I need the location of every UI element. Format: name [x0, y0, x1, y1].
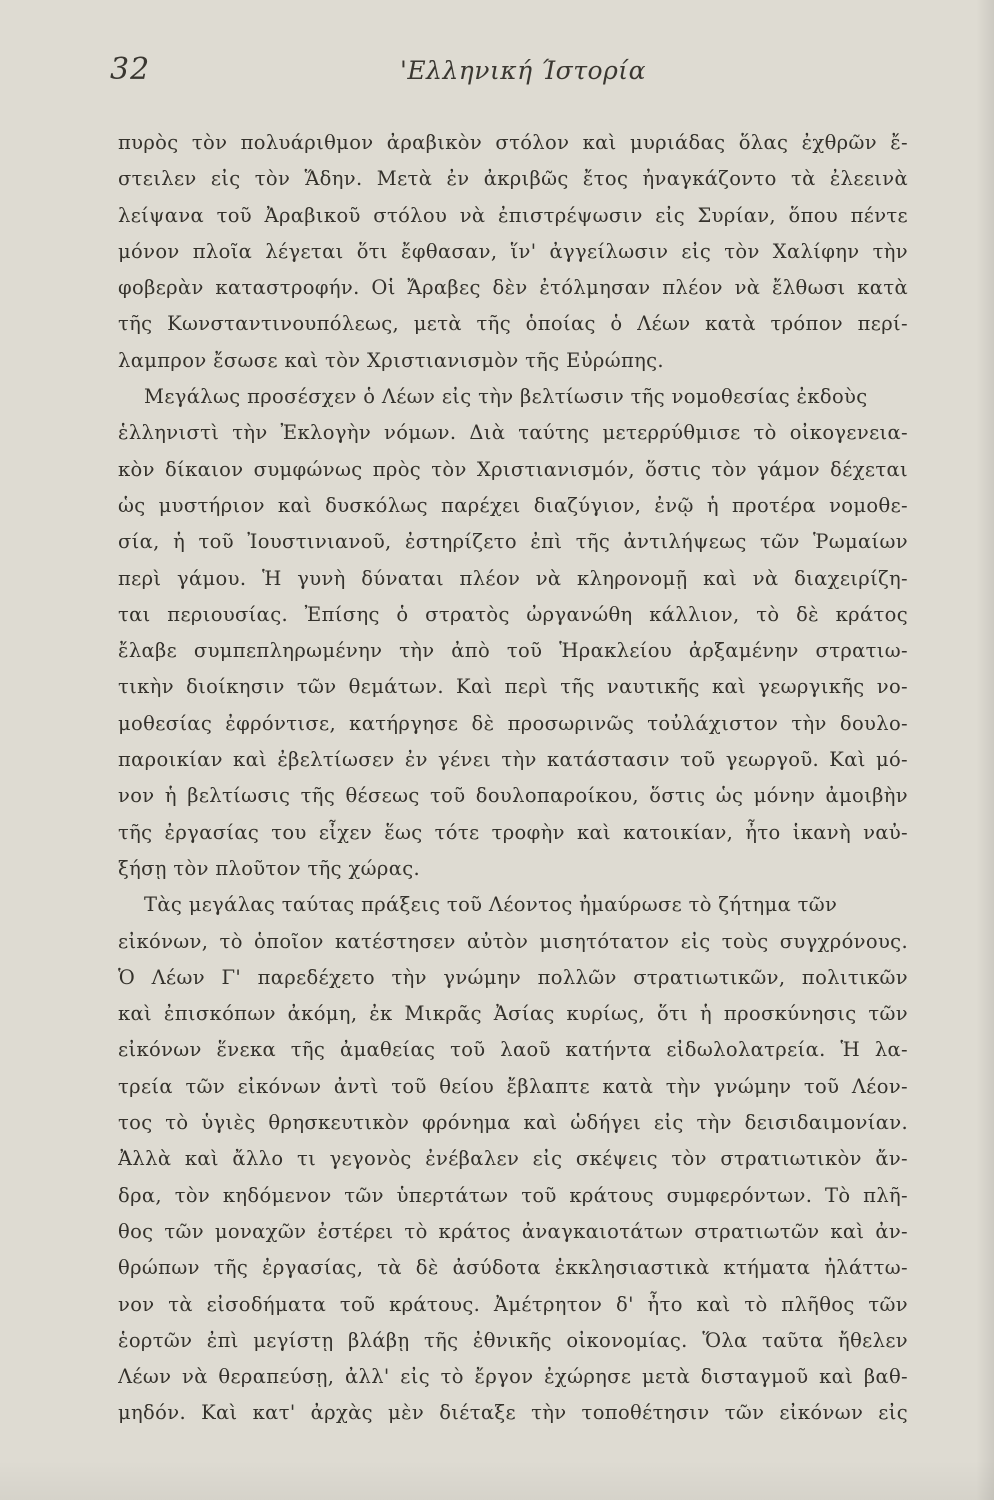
page-header [110, 52, 890, 92]
text-line: τος τὸ ὑγιὲς θρησκευτικὸν φρόνημα καὶ ὡδήγει εἰς τὴν δεισιδαιμονίαν. [118, 1111, 908, 1135]
text-line: θος τῶν μοναχῶν ἐστέρει τὸ κράτος ἀναγκαιοτάτων στρατιωτῶν καὶ ἀν- [118, 1219, 908, 1243]
text-line: νον τὰ εἰσοδήματα τοῦ κράτους. Ἀμέτρητον δ' ἦτο καὶ τὸ πλῆθος τῶν [118, 1292, 908, 1316]
text-line: νον ἡ βελτίωσις τῆς θέσεως τοῦ δουλοπαροίκου, ὅστις ὡς μόνην ἀμοιβὴν [118, 784, 908, 808]
text-line: μηδόν. Καὶ κατ' ἀρχὰς μὲν διέταξε τὴν τοποθέτησιν τῶν εἰκόνων εἰς [118, 1401, 908, 1425]
text-line: πυρὸς τὸν πολυάριθμον ἀραβικὸν στόλον καὶ μυριάδας ὅλας ἐχθρῶν ἔ- [118, 131, 908, 154]
text-line: ἑλληνιστὶ τὴν Ἐκλογὴν νόμων. Διὰ ταύτης μετερρύθμισε τὸ οἰκογενεια- [118, 421, 908, 445]
text-line: εἰκόνων ἕνεκα τῆς ἀμαθείας τοῦ λαοῦ κατήντα εἰδωλολατρεία. Ἡ λα- [118, 1038, 908, 1062]
page-bottom-shadow [0, 1460, 994, 1500]
text-line: ὡς μυστήριον καὶ δυσκόλως παρέχει διαζύγιον, ἐνῷ ἡ προτέρα νομοθε- [118, 493, 908, 517]
text-line: Μεγάλως προσέσχεν ὁ Λέων εἰς τὴν βελτίωσιν τῆς νομοθεσίας ἐκδοὺς [144, 385, 868, 409]
text-line: δρα, τὸν κηδόμενον τῶν ὑπερτάτων τοῦ κράτους συμφερόντων. Τὸ πλῆ- [118, 1183, 908, 1207]
page-number: 32 [110, 52, 151, 87]
text-line: τρεία τῶν εἰκόνων ἀντὶ τοῦ θείου ἔβλαπτε κατὰ τὴν γνώμην τοῦ Λέον- [118, 1074, 908, 1098]
text-line: παροικίαν καὶ ἐβελτίωσεν ἐν γένει τὴν κατάστασιν τοῦ γεωργοῦ. Καὶ μό- [118, 748, 908, 772]
body-text [118, 125, 908, 1432]
text-line: θρώπων τῆς ἐργασίας, τὰ δὲ ἀσύδοτα ἐκκλησιαστικὰ κτήματα ἠλάττω- [118, 1256, 908, 1280]
text-line: λείψανα τοῦ Ἀραβικοῦ στόλου νὰ ἐπιστρέψωσιν εἰς Συρίαν, ὅπου πέντε [118, 203, 908, 227]
page-edge-shadow [976, 0, 994, 1500]
text-line: ἔλαβε συμπεπληρωμένην τὴν ἀπὸ τοῦ Ἡρακλείου ἀρξαμένην στρατιω- [118, 639, 908, 663]
text-line: εἰκόνων, τὸ ὁποῖον κατέστησεν αὐτὸν μισητότατον εἰς τοὺς συγχρόνους. [118, 929, 908, 953]
text-line: ξήσῃ τὸν πλοῦτον τῆς χώρας. [118, 856, 421, 880]
text-line: τῆς ἐργασίας του εἶχεν ἕως τότε τροφὴν καὶ κατοικίαν, ἦτο ἱκανὴ ναὐ- [118, 820, 908, 844]
text-line: καὶ ἐπισκόπων ἀκόμη, ἐκ Μικρᾶς Ἀσίας κυρίως, ὅτι ἡ προσκύνησις τῶν [118, 1002, 908, 1026]
text-line: Ἀλλὰ καὶ ἄλλο τι γεγονὸς ἐνέβαλεν εἰς σκέψεις τὸν στρατιωτικὸν ἄν- [118, 1147, 908, 1171]
text-line: λαμπρον ἔσωσε καὶ τὸν Χριστιανισμὸν τῆς Εὐρώπης. [118, 348, 664, 372]
text-line: Λέων νὰ θεραπεύσῃ, ἀλλ' εἰς τὸ ἔργον ἐχώρησε μετὰ δισταγμοῦ καὶ βαθ- [118, 1365, 908, 1389]
text-line: τῆς Κωνσταντινουπόλεως, μετὰ τῆς ὁποίας ὁ Λέων κατὰ τρόπον περί- [118, 312, 908, 336]
text-line: περὶ γάμου. Ἡ γυνὴ δύναται πλέον νὰ κληρονομῇ καὶ νὰ διαχειρίζη- [118, 566, 908, 590]
text-line: ται περιουσίας. Ἐπίσης ὁ στρατὸς ὠργανώθη κάλλιον, τὸ δὲ κράτος [118, 602, 908, 626]
text-line: φοβερὰν καταστροφήν. Οἱ Ἄραβες δὲν ἐτόλμησαν πλέον νὰ ἔλθωσι κατὰ [118, 276, 908, 300]
text-line: Τὰς μεγάλας ταύτας πράξεις τοῦ Λέοντος ἠμαύρωσε τὸ ζήτημα τῶν [144, 893, 838, 917]
text-line: στειλεν εἰς τὸν Ἅδην. Μετὰ ἐν ἀκριβῶς ἔτος ἠναγκάζοντο τὰ ἐλεεινὰ [118, 167, 908, 191]
text-line: ἑορτῶν ἐπὶ μεγίστῃ βλάβῃ τῆς ἐθνικῆς οἰκονομίας. Ὅλα ταῦτα ἤθελεν [118, 1328, 908, 1352]
text-line: σία, ἡ τοῦ Ἰουστινιανοῦ, ἐστηρίζετο ἐπὶ τῆς ἀντιλήψεως τῶν Ῥωμαίων [118, 530, 908, 554]
text-line: Ὁ Λέων Γ' παρεδέχετο τὴν γνώμην πολλῶν στρατιωτικῶν, πολιτικῶν [118, 965, 908, 989]
text-line: κὸν δίκαιον συμφώνως πρὸς τὸν Χριστιανισμόν, ὅστις τὸν γάμον δέχεται [118, 457, 908, 481]
text-line: τικὴν διοίκησιν τῶν θεμάτων. Καὶ περὶ τῆς ναυτικῆς καὶ γεωργικῆς νο- [118, 675, 908, 699]
text-line: μοθεσίας ἐφρόντισε, κατήργησε δὲ προσωρινῶς τοὐλάχιστον τὴν δουλο- [118, 711, 908, 735]
text-line: μόνον πλοῖα λέγεται ὅτι ἔφθασαν, ἵν' ἀγγείλωσιν εἰς τὸν Χαλίφην τὴν [118, 239, 908, 263]
running-title: 'Ελληνική Ίστορία [400, 56, 646, 85]
